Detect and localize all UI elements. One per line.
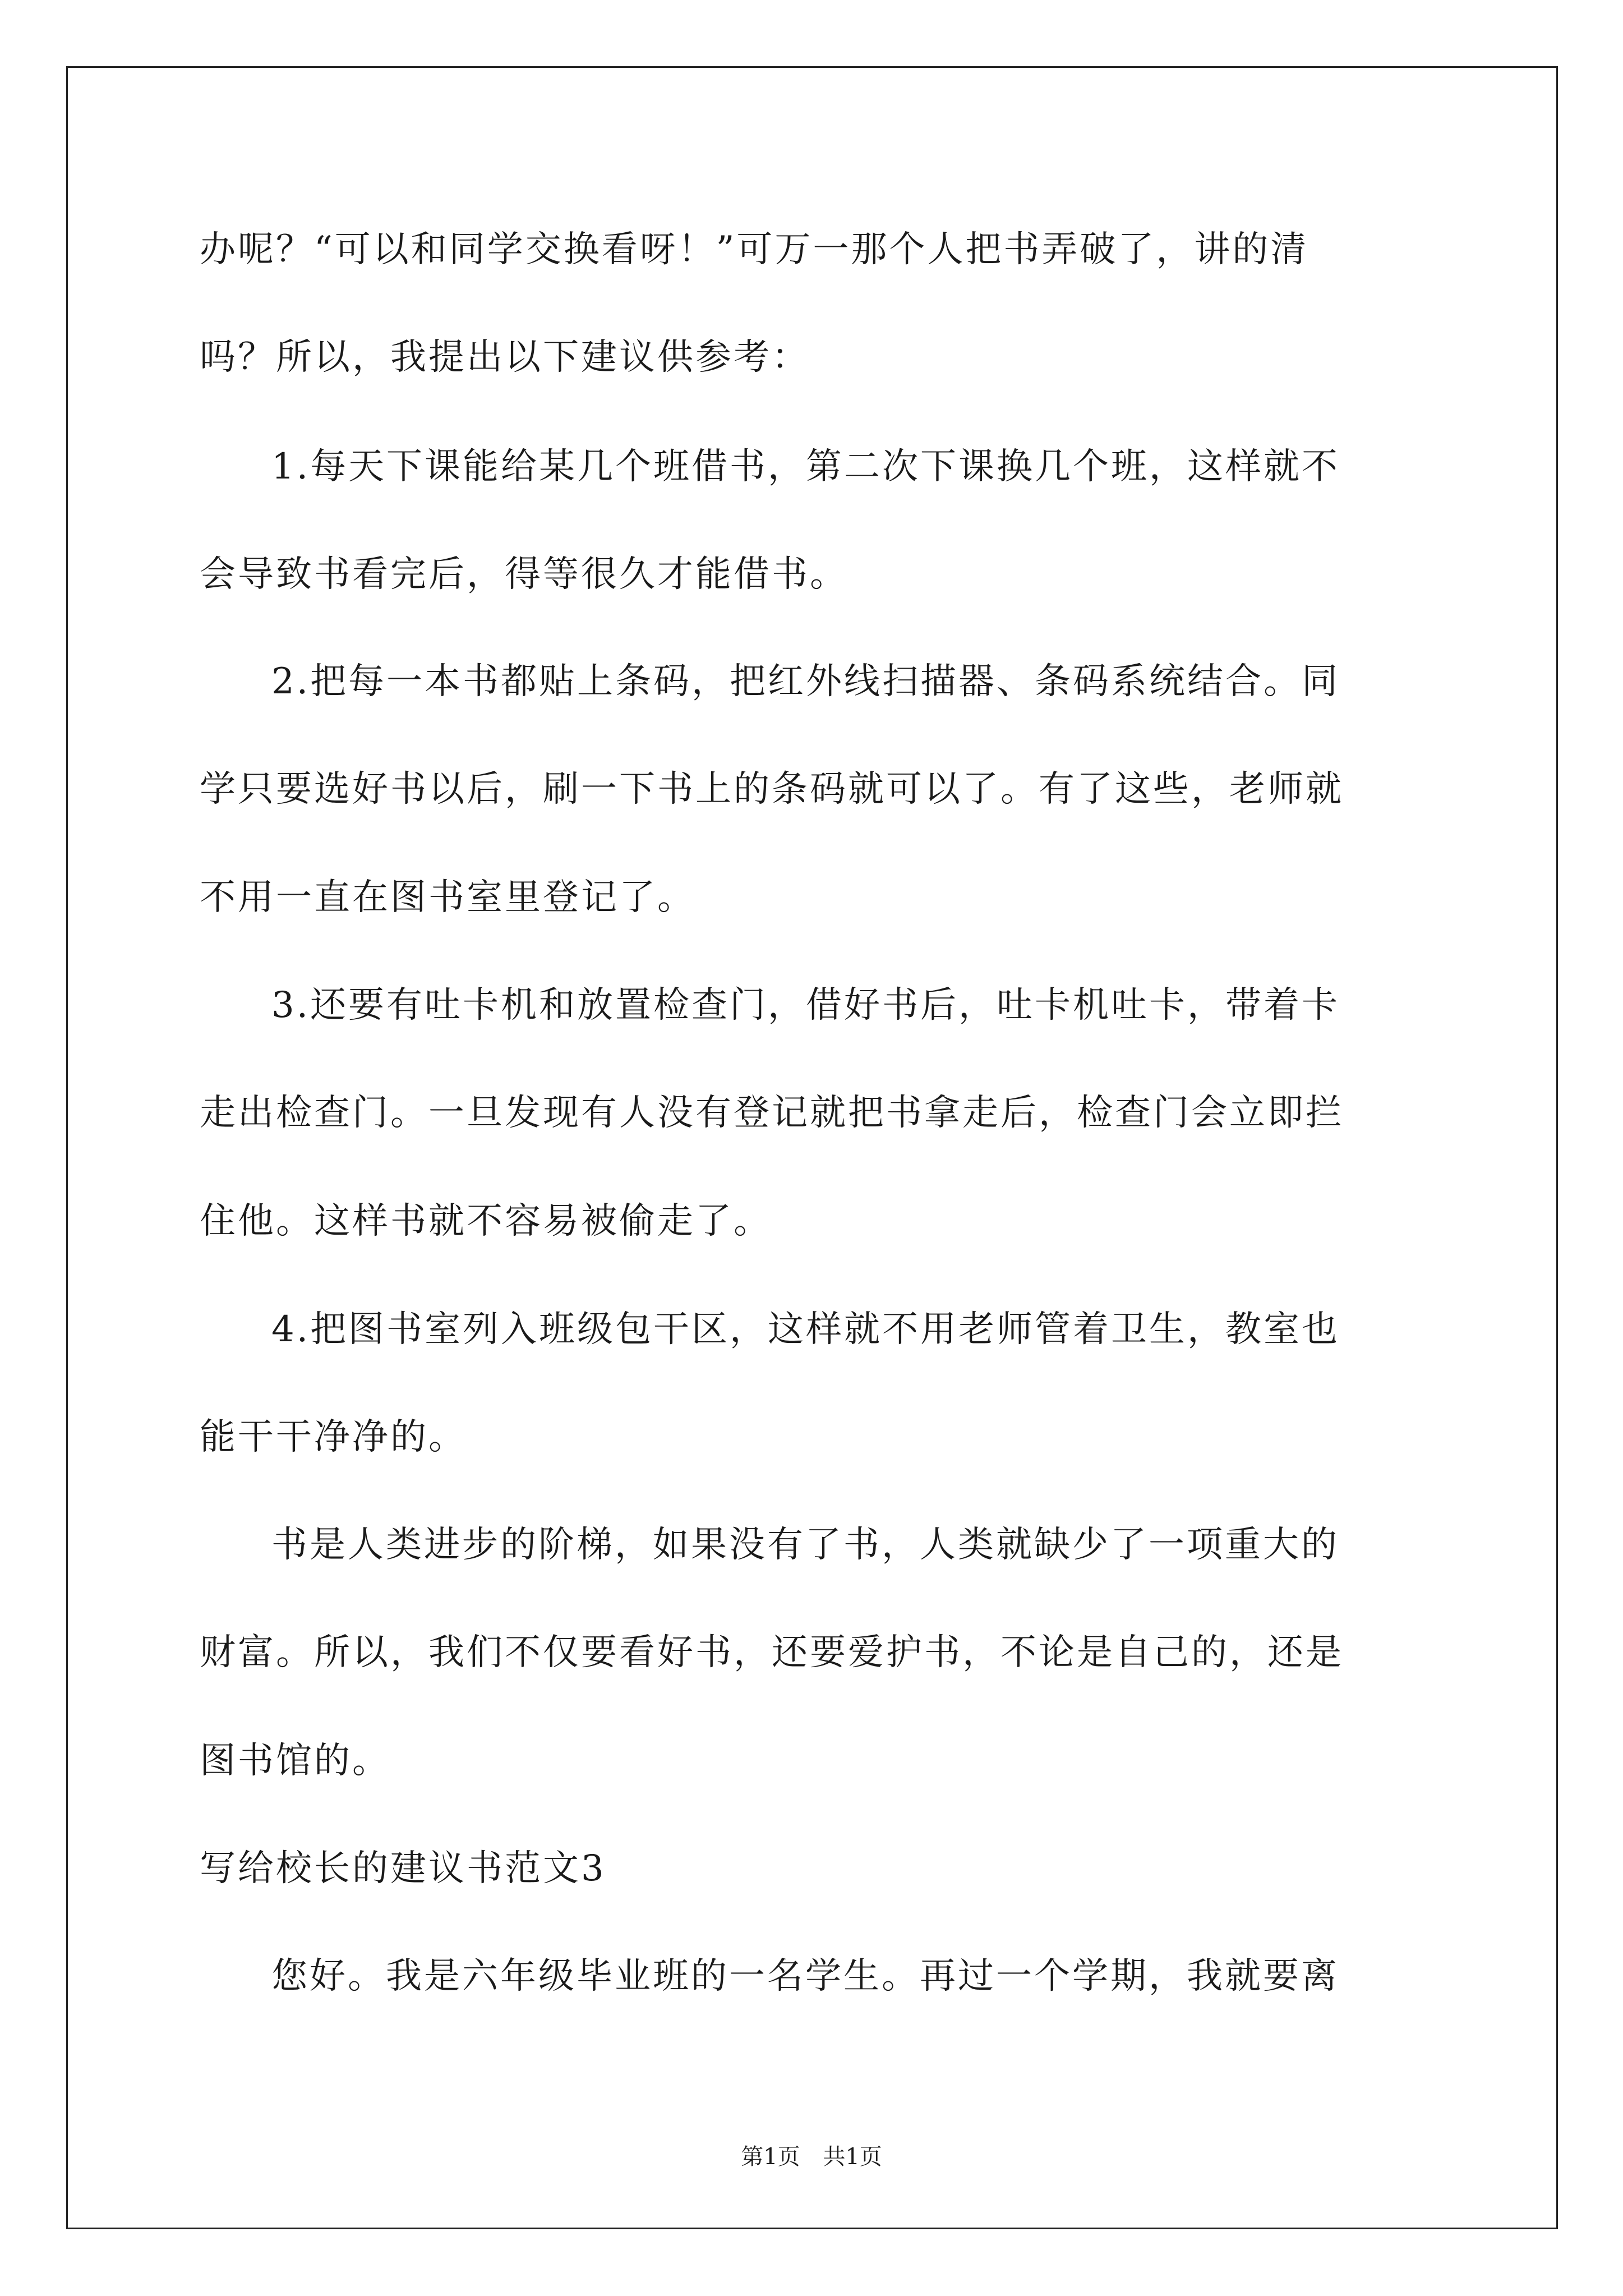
- text-line: 3.还要有吐卡机和放置检查门，借好书后，吐卡机吐卡，带着卡: [271, 984, 1340, 1026]
- page-footer: [0, 2143, 1623, 2171]
- page-border: [66, 66, 1558, 2229]
- text-line: 走出检查门。一旦发现有人没有登记就把书拿走后，检查门会立即拦: [200, 1092, 1344, 1134]
- section-heading: 写给校长的建议书范文3: [200, 1848, 606, 1889]
- text-line: 住他。这样书就不容易被偷走了。: [200, 1200, 772, 1242]
- text-line: 4.把图书室列入班级包干区，这样就不用老师管着卫生，教室也: [271, 1309, 1340, 1350]
- text-line: 书是人类进步的阶梯，如果没有了书，人类就缺少了一项重大的: [271, 1524, 1339, 1566]
- text-line: 您好。我是六年级毕业班的一名学生。再过一个学期，我就要离: [271, 1955, 1339, 1997]
- text-line: 办呢？“可以和同学交换看呀！”可万一那个人把书弄破了，讲的清: [200, 229, 1309, 270]
- text-line: 2.把每一本书都贴上条码，把红外线扫描器、条码系统结合。同: [271, 661, 1340, 702]
- text-line: 1.每天下课能给某几个班借书，第二次下课换几个班，这样就不: [271, 446, 1340, 487]
- page-number-current: 第1页: [741, 2144, 800, 2170]
- text-line: 会导致书看完后，得等很久才能借书。: [200, 554, 848, 595]
- text-line: 学只要选好书以后，刷一下书上的条码就可以了。有了这些，老师就: [200, 769, 1344, 810]
- text-line: 不用一直在图书室里登记了。: [200, 877, 695, 918]
- text-line: 图书馆的。: [200, 1740, 390, 1782]
- page-number-total: 共1页: [823, 2144, 882, 2170]
- text-line: 财富。所以，我们不仅要看好书，还要爱护书，不论是自己的，还是: [200, 1632, 1344, 1673]
- text-line: 吗？所以，我提出以下建议供参考：: [200, 337, 810, 378]
- text-line: 能干干净净的。: [200, 1416, 467, 1458]
